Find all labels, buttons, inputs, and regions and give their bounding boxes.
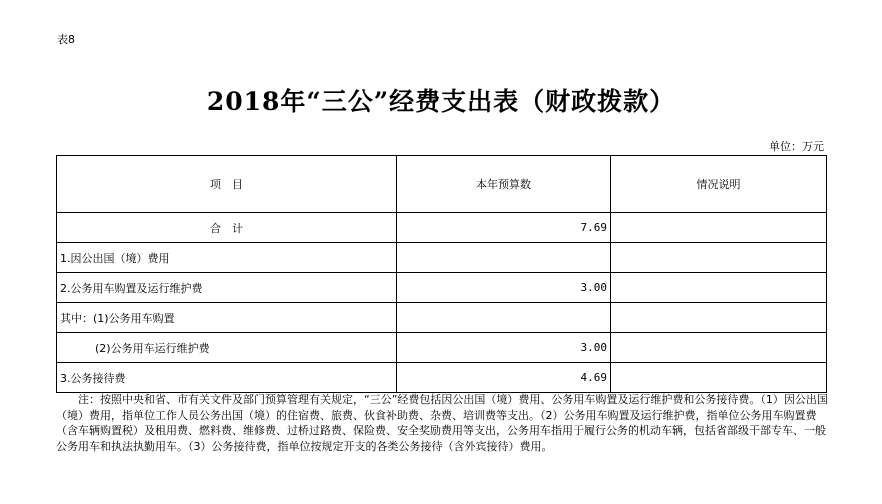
page-title: 2018年“三公”经费支出表（财政拨款） bbox=[206, 87, 676, 116]
row-note bbox=[611, 333, 827, 363]
budget-table bbox=[56, 155, 827, 393]
unit-label: 单位：万元 bbox=[769, 140, 824, 153]
row-amount: 3.00 bbox=[397, 333, 611, 363]
row-item: 其中：(1)公务用车购置 bbox=[57, 303, 397, 333]
row-amount: 4.69 bbox=[397, 363, 611, 393]
row-note bbox=[611, 303, 827, 333]
header-row bbox=[57, 156, 827, 213]
row-amount: 3.00 bbox=[397, 273, 611, 303]
row-amount bbox=[397, 303, 611, 333]
row-note bbox=[611, 273, 827, 303]
row-note bbox=[611, 213, 827, 243]
table-row bbox=[57, 333, 827, 363]
row-note bbox=[611, 363, 827, 393]
row-item: 合 计 bbox=[57, 213, 397, 243]
row-amount bbox=[397, 243, 611, 273]
row-item: 1.因公出国（境）费用 bbox=[57, 243, 397, 273]
table-row-total bbox=[57, 213, 827, 243]
table-row bbox=[57, 273, 827, 303]
header-item: 项 目 bbox=[57, 156, 397, 213]
table-row bbox=[57, 303, 827, 333]
header-note: 情况说明 bbox=[611, 156, 827, 213]
row-item: (2)公务用车运行维护费 bbox=[57, 333, 397, 363]
footnote: 注：按照中央和省、市有关文件及部门预算管理有关规定，“三公”经费包括因公出国（境）费用、公务用车购置及运行维护费和公务接待费。（1）因公出国（境）费用，指单位工作人员公务出国（境）的住宿费、旅费、伙食补助费、杂费、培训费等支出。（2）公务用车购置及运行维护费，指单位公务用车购置费（含车辆购置税）及租用费、燃料费、维修费、过桥过路费、保险费、安全奖励费用等支出，公务用车指用于履行公务的机动车辆，包括省部级干部专车、一般公务用车和执法执勤用车。（3）公务接待费，指单位按规定开支的各类公务接待（含外宾接待）费用。 bbox=[56, 393, 828, 453]
table-row bbox=[57, 363, 827, 393]
row-amount: 7.69 bbox=[397, 213, 611, 243]
row-note bbox=[611, 243, 827, 273]
table-number: 表8 bbox=[57, 33, 75, 46]
row-item: 2.公务用车购置及运行维护费 bbox=[57, 273, 397, 303]
header-budget: 本年预算数 bbox=[397, 156, 611, 213]
row-item: 3.公务接待费 bbox=[57, 363, 397, 393]
table-row bbox=[57, 243, 827, 273]
